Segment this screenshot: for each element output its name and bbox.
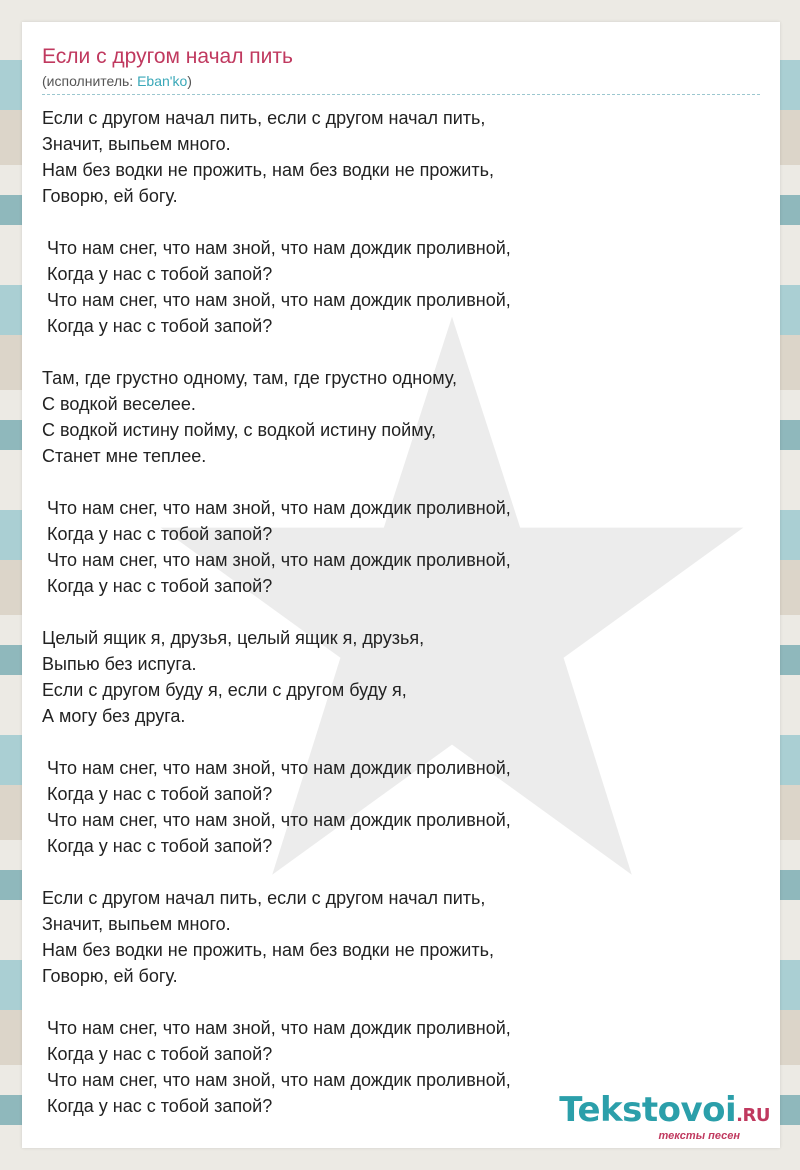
lyric-line: Когда у нас с тобой запой?	[42, 316, 273, 336]
artist-suffix: )	[187, 73, 192, 89]
lyric-line: Выпью без испуга.	[42, 654, 197, 674]
lyric-line: Что нам снег, что нам зной, что нам дождик проливной,	[42, 498, 511, 518]
logo-text: Tekstovoi	[559, 1090, 737, 1130]
lyric-line: Нам без водки не прожить, нам без водки не прожить,	[42, 160, 494, 180]
lyric-line: Если с другом буду я, если с другом буду я,	[42, 680, 407, 700]
artist-link[interactable]: Eban'ko	[137, 73, 188, 89]
song-header	[42, 42, 760, 95]
lyric-line	[42, 469, 760, 495]
lyric-line: Когда у нас с тобой запой?	[42, 836, 273, 856]
lyric-line: Когда у нас с тобой запой?	[42, 1096, 273, 1116]
lyric-line: Что нам снег, что нам зной, что нам дождик проливной,	[42, 1018, 511, 1038]
lyric-line: Целый ящик я, друзья, целый ящик я, друзья,	[42, 628, 425, 648]
lyric-line: Станет мне теплее.	[42, 446, 207, 466]
lyric-line: С водкой веселее.	[42, 394, 196, 414]
lyric-line: Что нам снег, что нам зной, что нам дождик проливной,	[42, 758, 511, 778]
lyric-line: А могу без друга.	[42, 706, 186, 726]
lyric-line: Когда у нас с тобой запой?	[42, 1044, 273, 1064]
song-title: Если с другом начал пить	[42, 45, 293, 68]
lyric-line: Говорю, ей богу.	[42, 186, 178, 206]
lyric-line: Значит, выпьем много.	[42, 914, 231, 934]
lyric-line: Нам без водки не прожить, нам без водки не прожить,	[42, 940, 494, 960]
lyric-line: Там, где грустно одному, там, где грустно одному,	[42, 368, 457, 388]
header-divider	[42, 94, 760, 95]
lyric-line: Когда у нас с тобой запой?	[42, 524, 273, 544]
lyric-line	[42, 209, 760, 235]
artist-prefix: (исполнитель:	[42, 73, 138, 89]
lyric-line: Что нам снег, что нам зной, что нам дождик проливной,	[42, 550, 511, 570]
lyrics-text	[42, 105, 760, 1119]
artist-line	[42, 72, 760, 90]
lyric-line	[42, 859, 760, 885]
lyric-line: Что нам снег, что нам зной, что нам дождик проливной,	[42, 290, 511, 310]
lyric-line	[42, 729, 760, 755]
site-logo[interactable]	[559, 1092, 770, 1142]
lyric-line: С водкой истину пойму, с водкой истину пойму,	[42, 420, 437, 440]
lyric-line: Когда у нас с тобой запой?	[42, 576, 273, 596]
lyric-line	[42, 599, 760, 625]
lyric-line: Когда у нас с тобой запой?	[42, 264, 273, 284]
lyrics-card	[22, 22, 780, 1148]
lyric-line	[42, 339, 760, 365]
lyric-line: Значит, выпьем много.	[42, 134, 231, 154]
logo-tagline: тексты песен	[658, 1130, 740, 1142]
lyric-line: Если с другом начал пить, если с другом начал пить,	[42, 888, 486, 908]
lyric-line: Когда у нас с тобой запой?	[42, 784, 273, 804]
lyric-line: Если с другом начал пить, если с другом начал пить,	[42, 108, 486, 128]
lyric-line: Говорю, ей богу.	[42, 966, 178, 986]
lyric-line	[42, 989, 760, 1015]
lyric-line: Что нам снег, что нам зной, что нам дождик проливной,	[42, 238, 511, 258]
logo-tld: .RU	[736, 1105, 770, 1126]
lyric-line: Что нам снег, что нам зной, что нам дождик проливной,	[42, 1070, 511, 1090]
lyric-line: Что нам снег, что нам зной, что нам дождик проливной,	[42, 810, 511, 830]
